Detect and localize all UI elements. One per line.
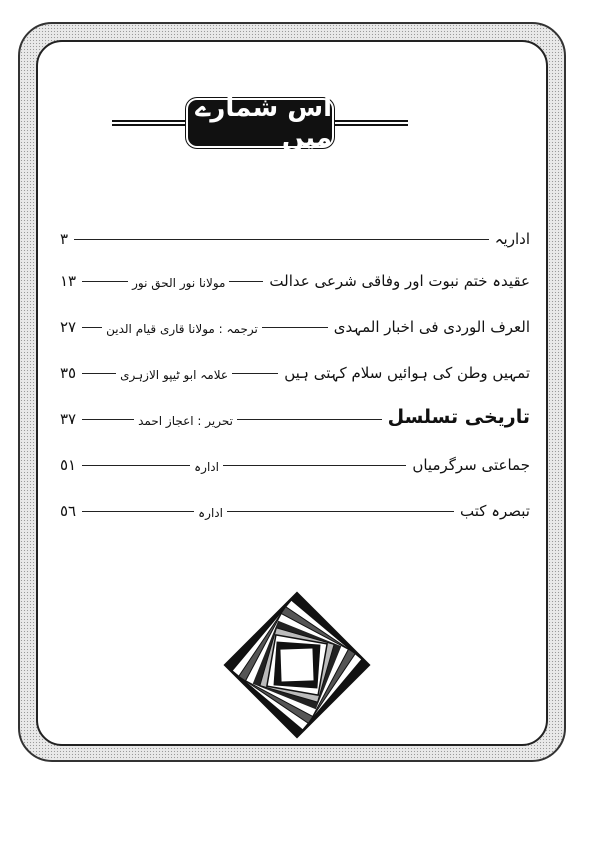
toc-title: تاریخی تسلسل xyxy=(387,406,530,428)
toc-leader xyxy=(82,327,102,328)
toc-page: ١٣ xyxy=(60,272,77,290)
toc-row-tarikhi-tasalsul[interactable] xyxy=(60,398,530,428)
toc-leader xyxy=(229,281,263,282)
heading-box xyxy=(188,93,332,153)
toc-title: اداریہ xyxy=(494,230,530,248)
toc-leader xyxy=(82,281,128,282)
page-title: اس شمارے میں xyxy=(195,93,332,153)
heading-banner xyxy=(100,92,420,152)
toc-row-khatm-e-nabuwwat[interactable] xyxy=(60,260,530,290)
toc-page: ٣٥ xyxy=(60,364,77,382)
toc-leader xyxy=(237,419,382,420)
toc-leader xyxy=(232,373,278,374)
toc-leader xyxy=(82,511,194,512)
toc-row-tabsira-kutub[interactable] xyxy=(60,490,530,520)
toc-leader xyxy=(227,511,454,512)
toc-title: عقیدہ ختم نبوت اور وفاقی شرعی عدالت xyxy=(269,272,530,290)
toc-author: ادارہ xyxy=(194,460,219,474)
toc-author: تحریر : اعجاز احمد xyxy=(138,414,233,428)
toc-leader xyxy=(74,239,489,240)
toc-author: ادارہ xyxy=(198,506,223,520)
toc-author: مولانا نور الحق نور xyxy=(132,276,226,290)
toc-leader xyxy=(82,419,134,420)
heading-rule-right xyxy=(333,120,408,126)
toc-page: ٣٧ xyxy=(60,410,77,428)
toc-author: ترجمہ : مولانا قاری قیام الدین xyxy=(106,322,258,336)
toc-title: تمہیں وطن کی ہوائیں سلام کہتی ہیں xyxy=(284,364,530,382)
toc-row-al-urf-al-wardi[interactable] xyxy=(60,306,530,336)
toc-leader xyxy=(223,465,406,466)
toc-title: تبصرہ کتب xyxy=(460,502,530,520)
toc-author: علامہ ابو ٹیپو الازہری xyxy=(120,368,229,382)
heading-rule-left xyxy=(112,120,187,126)
toc-leader xyxy=(82,373,116,374)
toc-page: ٢٧ xyxy=(60,318,77,336)
toc-leader xyxy=(82,465,190,466)
nested-squares-ornament-icon xyxy=(222,590,372,740)
toc-page: ٣ xyxy=(60,230,69,248)
toc-title: العرف الوردی فی اخبار المہدی xyxy=(333,318,530,336)
toc-row-jamaati-sargarmiyan[interactable] xyxy=(60,444,530,474)
toc-title: جماعتی سرگرمیاں xyxy=(412,456,530,474)
toc-page: ٥٦ xyxy=(60,502,77,520)
toc-row-editorial[interactable] xyxy=(60,218,530,248)
toc-row-watan-ki-hawaein[interactable] xyxy=(60,352,530,382)
toc-page: ٥١ xyxy=(60,456,77,474)
toc-leader xyxy=(262,327,328,328)
